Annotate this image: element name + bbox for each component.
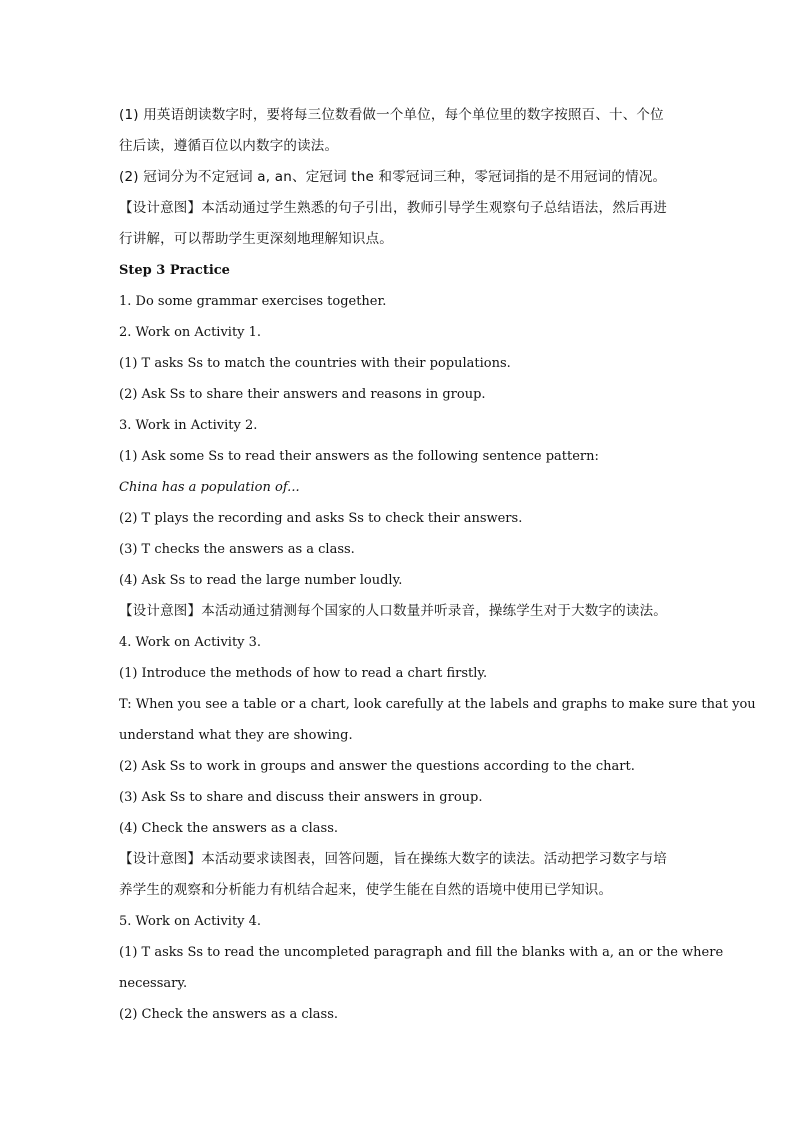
design-intent-2: 【设计意图】本活动通过猜测每个国家的人口数量并听录音，操练学生对于大数字的读法。 — [119, 603, 667, 619]
grammar-note-1-line-2: 往后读，遵循百位以内数字的读法。 — [119, 138, 339, 154]
practice-item-3: 3. Work in Activity 2. — [119, 418, 258, 433]
activity-2-step-4: (4) Ask Ss to read the large number loudly. — [119, 573, 403, 588]
activity-3-step-2: (2) Ask Ss to work in groups and answer the questions according to the chart. — [119, 759, 635, 774]
activity-4-step-1-line-2: necessary. — [119, 976, 188, 991]
activity-4-step-1-line-1: (1) T asks Ss to read the uncompleted paragraph and fill the blanks with a, an or the where — [119, 945, 724, 960]
grammar-note-2: (2) 冠词分为不定冠词 a, an、定冠词 the 和零冠词三种，零冠词指的是不用冠词的情况。 — [119, 169, 667, 185]
practice-item-1: 1. Do some grammar exercises together. — [119, 294, 387, 309]
practice-item-5: 5. Work on Activity 4. — [119, 914, 262, 929]
practice-item-2: 2. Work on Activity 1. — [119, 325, 262, 340]
activity-3-step-1: (1) Introduce the methods of how to read a chart firstly. — [119, 666, 488, 681]
activity-4-step-2: (2) Check the answers as a class. — [119, 1007, 339, 1022]
design-intent-3-line-1: 【设计意图】本活动要求读图表，回答问题，旨在操练大数字的读法。活动把学习数字与培 — [119, 851, 667, 867]
activity-2-step-1: (1) Ask some Ss to read their answers as the following sentence pattern: — [119, 449, 599, 464]
teacher-instruction-line-1: T: When you see a table or a chart, look carefully at the labels and graphs to make sure that you — [119, 697, 756, 712]
activity-2-step-2: (2) T plays the recording and asks Ss to check their answers. — [119, 511, 523, 526]
sentence-pattern: China has a population of... — [119, 480, 300, 495]
teacher-instruction-line-2: understand what they are showing. — [119, 728, 353, 743]
activity-1-step-1: (1) T asks Ss to match the countries with their populations. — [119, 356, 511, 371]
design-intent-3-line-2: 养学生的观察和分析能力有机结合起来，使学生能在自然的语境中使用已学知识。 — [119, 882, 613, 898]
grammar-note-1-line-1: (1) 用英语朗读数字时，要将每三位数看做一个单位，每个单位里的数字按照百、十、个位 — [119, 107, 664, 123]
design-intent-1-line-2: 行讲解，可以帮助学生更深刻地理解知识点。 — [119, 231, 393, 247]
activity-3-step-3: (3) Ask Ss to share and discuss their answers in group. — [119, 790, 483, 805]
practice-item-4: 4. Work on Activity 3. — [119, 635, 262, 650]
step-3-heading: Step 3 Practice — [119, 263, 230, 278]
activity-1-step-2: (2) Ask Ss to share their answers and reasons in group. — [119, 387, 486, 402]
activity-3-step-4: (4) Check the answers as a class. — [119, 821, 339, 836]
activity-2-step-3: (3) T checks the answers as a class. — [119, 542, 355, 557]
document-page — [119, 100, 756, 1030]
design-intent-1-line-1: 【设计意图】本活动通过学生熟悉的句子引出，教师引导学生观察句子总结语法，然后再进 — [119, 200, 667, 216]
